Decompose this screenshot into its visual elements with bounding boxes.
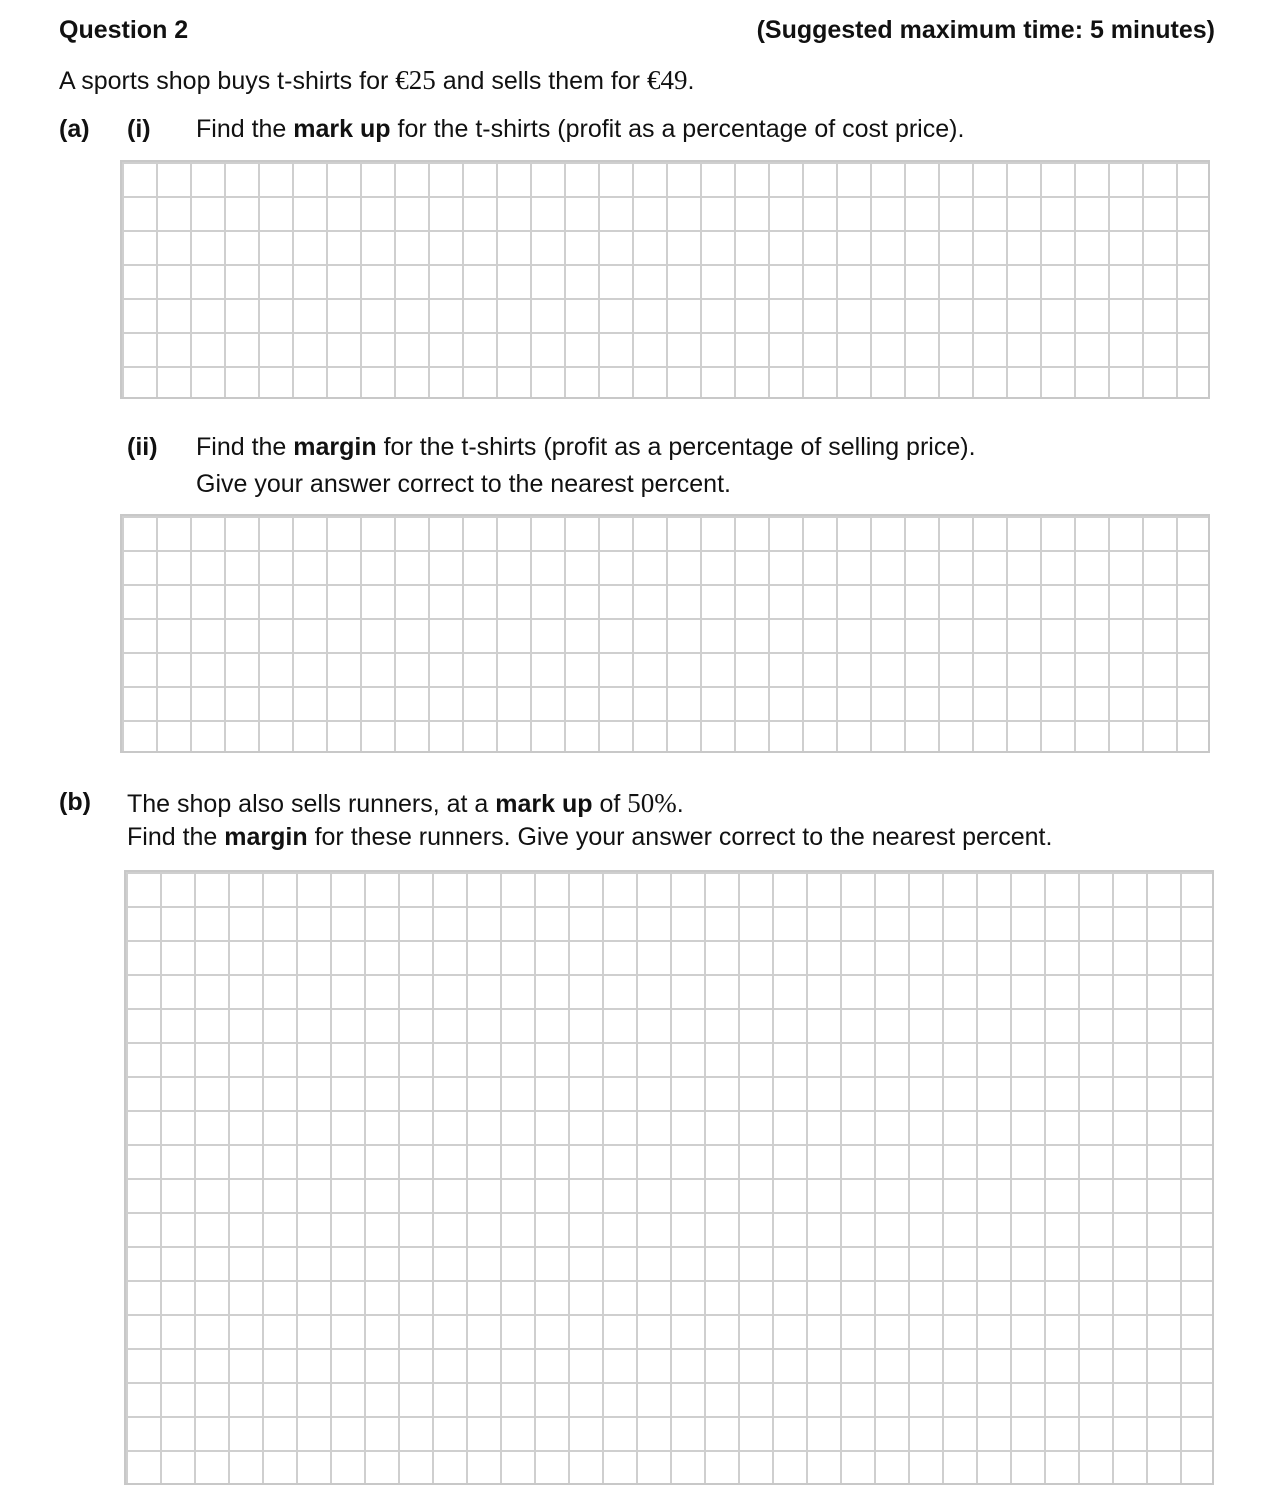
prompt-keyword: mark up [495, 790, 593, 818]
intro-text: . [687, 67, 695, 95]
intro-text: and sells them for [435, 67, 647, 95]
part-b-instruction [127, 822, 1052, 852]
prompt-text: Find the [196, 115, 294, 143]
question-intro [59, 64, 694, 96]
cost-price: €25 [395, 65, 436, 95]
suggested-time-note: (Suggested maximum time: 5 minutes) [756, 16, 1215, 44]
markup-value: 50% [627, 788, 677, 818]
prompt-text: of [592, 790, 628, 818]
part-b-prompt [127, 787, 684, 819]
prompt-keyword: margin [224, 823, 308, 851]
answer-grid-a-i[interactable] [120, 160, 1210, 399]
prompt-text: The shop also sells runners, at a [127, 790, 496, 818]
part-a-ii-instruction: Give your answer correct to the nearest percent. [196, 470, 731, 498]
prompt-text: Find the [127, 823, 225, 851]
answer-grid-a-ii[interactable] [120, 514, 1210, 753]
question-title: Question 2 [59, 16, 189, 44]
part-a-ii-label: (ii) [127, 433, 158, 461]
prompt-text: for the t-shirts (profit as a percentage of cost price). [390, 115, 965, 143]
part-a-i-label: (i) [127, 115, 151, 143]
prompt-text: for these runners. Give your answer correct to the nearest percent. [307, 823, 1053, 851]
part-b-label: (b) [59, 788, 91, 816]
prompt-keyword: margin [293, 433, 377, 461]
answer-grid-b[interactable] [124, 870, 1214, 1485]
part-a-ii-prompt [196, 432, 976, 462]
part-a-i-prompt [196, 114, 964, 144]
part-a-label: (a) [59, 115, 90, 143]
prompt-keyword: mark up [293, 115, 391, 143]
intro-text: A sports shop buys t-shirts for [59, 67, 396, 95]
prompt-text: . [676, 790, 684, 818]
prompt-text: for the t-shirts (profit as a percentage of selling price). [376, 433, 976, 461]
prompt-text: Find the [196, 433, 294, 461]
selling-price: €49 [646, 65, 688, 95]
